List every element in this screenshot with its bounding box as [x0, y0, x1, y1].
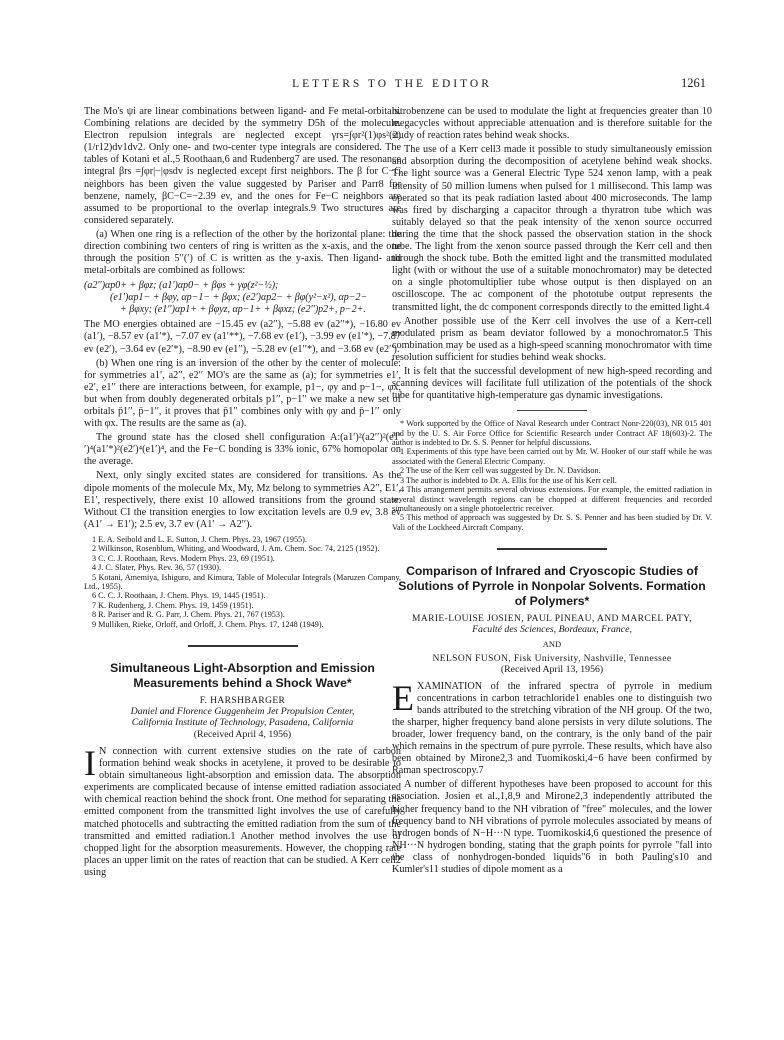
orbital-combination-formula	[84, 280, 401, 316]
reference-item: 3 C. C. J. Roothaan, Revs. Modern Phys. 23, 69 (1951).	[92, 553, 275, 563]
author-conjunction: AND	[542, 638, 562, 649]
body-paragraph: It is felt that the successful development of new high-speed recording and scanning devices will facilitate full utilization of the potentials of the shock tube for quantitative high-temperature gas dynamic investigations.	[392, 365, 712, 402]
reference-item: 9 Mulliken, Rieke, Orloff, and Orloff, J. Chem. Phys. 17, 1248 (1949).	[92, 619, 324, 629]
paragraph-text: XAMINATION of the infrared spectra of pyrrole in medium concentrations in carbon tetrachloride1 enables one to distinguish two bands attributed to the stretching vibration of the NH group. Of the two, the sharper, higher frequency band alone persists in very dilute solutions. The broader, lower frequency band, on the contrary, is the only band of the pair which remains in the spectrum of pure pyrrole. These results, which have also been obtained by Mirone2,3 and Tuomikoski,4−6 have been confirmed by Raman spectroscopy.7	[392, 680, 712, 777]
footnote-item: * Work supported by the Office of Naval Research under Contract Nonr-220(03), NR 015 401 and by the U. S. Air Force Office for Scientific Research under Contract AF 18(603)-2. The author is indebted to Dr. S. S. Penner for helpful discussions.	[392, 419, 712, 448]
formula-line: + βφxy; (e1′′)αp1+ + βφyz, αp−1+ + βφxz; (e2′′)p2+, p−2+.	[120, 304, 366, 316]
article-affiliation: Faculté des Sciences, Bordeaux, France,	[472, 624, 632, 636]
article-author: F. HARSHBARGER	[199, 695, 286, 706]
article-authors: MARIE-LOUISE JOSIEN, PAUL PINEAU, AND MARCEL PATY,	[412, 614, 692, 625]
article-affiliation: California Institute of Technology, Pasadena, California	[131, 717, 354, 729]
formula-line: (e1′)αp1− + βφy, αp−1− + βφx; (e2′)αp2− + βφ(y²−x²), αp−2−	[110, 292, 368, 304]
reference-item: 7 K. Rudenberg, J. Chem. Phys. 19, 1459 (1951).	[92, 600, 254, 610]
article-affiliation: Daniel and Florence Guggenheim Jet Propulsion Center,	[130, 705, 355, 717]
body-paragraph: A number of different hypotheses have been proposed to account for this association. Josien et al.,1,8,9 and Mirone2,3 independently attributed the higher frequency band to the NH vibration of "free" molecules, and the lower frequency band to NH vibrations of pyrrole molecules associated by means of hydrogen bonds of N−H···N type. Tuomikoski4,6 questioned the presence of NH···N hydrogen bonding, stating that the graph points for pyrrole "fall into the class of nonhydrogen-bonded liquids"6 in both Pauling's10 and Kumler's11 studies of dipole moment as a	[392, 779, 712, 876]
article-divider	[188, 645, 298, 647]
reference-item: 6 C. C. J. Roothaan, J. Chem. Phys. 19, 1445 (1951).	[92, 591, 266, 601]
left-column	[84, 106, 401, 881]
reference-item: 2 Wilkinson, Rosenblum, Whiting, and Woodward, J. Am. Chem. Soc. 74, 2125 (1952).	[92, 544, 380, 554]
article-divider	[497, 548, 607, 550]
footnote-divider	[517, 410, 587, 411]
body-paragraph: (b) When one ring is an inversion of the other by the center of molecule: for symmetries a1′, a2′′, e2′′ MO's are the same as (a); for symmetries e1′, e2′, e1′′ there are interactions between, for example, p1−, φy and p−1−, φx, but when from doubly degenerated orbitals p1′′, p−1′′ we make a new set of orbitals p̄1′′, p̄−1′′, it proves that p̄1′′ combines only with φy and p̄−1′′ only with φx. The results are the same as (a).	[84, 357, 401, 430]
footnote-item: 5 This method of approach was suggested by Dr. S. S. Penner and has been studied by Dr. V. Vali of the Lockheed Aircraft Company.	[392, 513, 712, 532]
body-paragraph	[392, 677, 712, 778]
article-author: NELSON FUSON, Fisk University, Nashville, Tennessee	[432, 653, 672, 664]
reference-item: 4 J. C. Slater, Phys. Rev. 36, 57 (1930).	[92, 563, 221, 573]
page-number: 1261	[681, 76, 706, 90]
reference-item: 8 R. Pariser and R. G. Parr, J. Chem. Phys. 21, 767 (1953).	[92, 610, 285, 620]
formula-line: (a2′′)αp0+ + βφz; (a1′)αp0− + βφs + γφ(z²−½);	[84, 280, 279, 292]
footnote-list	[392, 419, 712, 532]
article-title: Simultaneous Light-Absorption and Emission Measurements behind a Shock Wave*	[110, 660, 375, 690]
body-paragraph	[84, 742, 401, 879]
body-paragraph: Another possible use of the Kerr cell involves the use of a Kerr-cell modulated prism as beam deviator followed by a monochromator.5 This combination may be used as a high-speed scanning monochromator with time resolution sufficient for studies behind weak shocks.	[392, 315, 712, 363]
body-paragraph: nitrobenzene can be used to modulate the light at frequencies greater than 10 megacycles without appreciable attenuation and is therefore suitable for the study of reaction rates behind weak shocks.	[392, 106, 712, 142]
body-paragraph: The use of a Kerr cell3 made it possible to study simultaneously emission and absorption during the decomposition of acetylene behind weak shocks. The light source was a General Electric Type 524 xenon lamp, with a peak intensity of 50 million lumens when pulsed for 1 millisecond. This lamp was operated so that its peak radiation lasted about 400 microseconds. The lamp was fired by discharging a capacitor through a thyratron tube which was suitably delayed so that the peak intensity of the xenon source occurred during the time that the shock passed the observation station in the shock tube. The light from the xenon source passed through the Kerr cell and then through the shock tube. Both the emitted light and the transmitted modulated light (with or without the use of a suitable monochromator) may be detected on a single photomultiplier tube whose output is then displayed on an oscilloscope. The ac component of the phototube output represents the transmitted light, the dc component corresponds directly to the emitted light.4	[392, 144, 712, 313]
received-date: (Received April 13, 1956)	[500, 663, 604, 675]
footnote-item: 3 The author is indebted to Dr. A. Ellis for the use of his Kerr cell.	[400, 475, 617, 485]
article-title: Comparison of Infrared and Cryoscopic Studies of Solutions of Pyrrole in Nonpolar Solvents. Formation of Polymers*	[398, 564, 706, 609]
body-paragraph: The Mo's ψi are linear combinations between ligand- and Fe metal-orbitals. Combining relations are decided by the symmetry D5h of the molecule. Electron repulsion integrals are neglected except γrs=∫φr²(1)φs²(2)(1/r12)dv1dv2. Only one- and two-center type integrals are considered. The tables of Kotani et al.,5 Roothaan,6 and Rudenberg7 are used. The resonance integral βrs =∫φr|−|φsdv is neglected except first neighbors. The β for C−C neighbors has been given the value suggested by Pariser and Parr8 for benzene, namely, βC−C=−2.39 ev, and the ones for Fe−C neighbors are assumed to be proportional to the overlap integrals.9 Two structures are considered separately.	[84, 106, 401, 226]
reference-item: 1 E. A. Seibold and L. E. Sutton, J. Chem. Phys. 23, 1967 (1955).	[92, 534, 307, 544]
drop-cap: E	[392, 677, 414, 718]
body-paragraph: The MO energies obtained are −15.45 ev (a2′′), −5.88 ev (a2′′*), −16.80 ev (a1′), −8.57 ev (a1′*), −7.07 ev (a1′**), −7.68 ev (e1′), −3.99 ev (e1′*), −7.87 ev (e2′), −3.64 ev (e2′*), −8.90 ev (e1′′), −5.28 ev (e1′′*), and −3.68 ev (e2′′).	[84, 319, 401, 355]
footnote-item: 1 Experiments of this type have been carried out by Mr. W. Hooker of our staff while he was associated with the General Electric Company.	[392, 447, 712, 466]
body-paragraph: (a) When one ring is a reflection of the other by the horizontal plane: the direction combining two centers of ring is written as the x-axis, and the one through the position 5′′(′) of C is written as the y-axis. Then ligand- and metal-orbitals are combined as follows:	[84, 228, 401, 277]
body-paragraph: The ground state has the closed shell configuration A:(a1′)²(a2′′)²(e1′′)⁴(a1′*)²(e2′)⁴(e1′)⁴, and the Fe−C bonding is 33% ionic, 67% homopolar on the average.	[84, 432, 401, 468]
running-head: LETTERS TO THE EDITOR	[292, 78, 492, 90]
body-paragraph: Next, only singly excited states are considered for transitions. As the dipole moments of the molecule Mx, My, Mz belong to symmetries A2′′, E1′, E1′, respectively, there exist 10 allowed transitions from the ground state. Without CI the transition energies to low excitation levels are 0.9 ev, 3.8 ev (A1′ → E1′); 2.5 ev, 3.7 ev (A1′ → A2′′).	[84, 470, 401, 530]
reference-list	[84, 535, 401, 629]
footnote-item: 4 This arrangement permits several obvious extensions. For example, the emitted radiation in several distinct wavelength regions can be chopped at different frequencies and recorded simultaneously on a single photoelectric receiver.	[392, 485, 712, 513]
footnote-item: 2 The use of the Kerr cell was suggested by Dr. N. Davidson.	[400, 466, 601, 476]
reference-item: 5 Kotani, Amemiya, Ishiguro, and Kimura, Table of Molecular Integrals (Maruzen Company, Ltd., 1955).	[84, 572, 401, 591]
paragraph-text: N connection with current extensive studies on the rate of carbon formation behind weak shocks in acetylene, it proved to be desirable to obtain simultaneous light-absorption and emission data. The absorption experiments are complicated because of intense emitted radiation associated with chemical reaction behind the shock front. One method for separating the emitted component from the transmitted light involves the use of carefully matched photocells and subtracting the emitted radiation from the sum of the transmitted and emitted radiation.1 Another method involves the use of chopped light for the absorption measurements. However, the chopping rate places an upper limit on the rates of reaction that can be studied. A Kerr cell2 using	[84, 745, 401, 878]
right-column	[392, 106, 712, 878]
drop-cap: I	[84, 742, 96, 783]
received-date: (Received April 4, 1956)	[193, 728, 292, 740]
